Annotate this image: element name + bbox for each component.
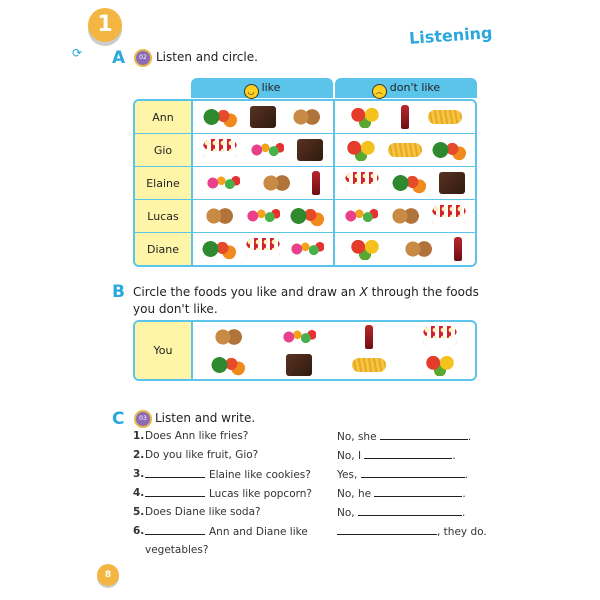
table-row <box>135 167 475 200</box>
section-a-instruction: Listen and circle. <box>156 50 258 64</box>
answer-blank[interactable] <box>361 468 465 478</box>
answer <box>337 487 466 500</box>
vegetables-icon[interactable] <box>211 354 245 376</box>
dont_like-cell <box>333 134 475 166</box>
instr-part: Circle the foods you like and draw an <box>133 285 360 299</box>
chocolate-icon[interactable] <box>250 106 276 128</box>
fruit-icon[interactable] <box>344 139 378 161</box>
you-foods <box>193 322 475 379</box>
like-header <box>191 78 333 98</box>
like-cell <box>193 101 333 133</box>
question-text: Elaine like cookies? <box>209 469 311 481</box>
candy-icon[interactable] <box>344 205 378 227</box>
answer-blank[interactable] <box>358 506 462 516</box>
audio-track-icon[interactable]: 02 <box>134 49 152 67</box>
instr-part: through the foods you don't like. <box>133 285 479 316</box>
chocolate-icon[interactable] <box>286 354 312 376</box>
question-text: Do you like fruit, Gio? <box>145 449 259 461</box>
question <box>145 506 261 518</box>
row-name: Elaine <box>135 167 193 199</box>
question <box>145 430 248 442</box>
candy-icon[interactable] <box>250 139 284 161</box>
table-body <box>133 99 477 267</box>
happy-face-icon: ◡ <box>244 84 259 99</box>
fruit-icon[interactable] <box>348 106 382 128</box>
answer-suffix: . <box>464 469 468 481</box>
answer-prefix: No, he <box>337 488 372 500</box>
answer-blank[interactable] <box>337 525 437 535</box>
dotted-arrow-icon: ⟳ <box>72 46 83 60</box>
question <box>145 525 308 538</box>
fries-icon[interactable] <box>428 110 462 124</box>
row-name: Diane <box>135 233 193 265</box>
answer-prefix: No, <box>337 507 355 519</box>
page-number: 8 <box>97 564 119 586</box>
like-cell <box>193 134 333 166</box>
answer <box>337 506 465 519</box>
row-name: Gio <box>135 134 193 166</box>
section-b-letter: B <box>112 282 125 302</box>
chocolate-icon[interactable] <box>297 139 323 161</box>
answer-suffix: . <box>452 450 456 462</box>
candy-icon[interactable] <box>290 238 324 260</box>
dont_like-cell <box>333 233 475 265</box>
vegetables-icon[interactable] <box>290 205 324 227</box>
soda-icon[interactable] <box>454 237 462 261</box>
question <box>145 468 311 481</box>
skill-label: Listening <box>408 23 493 48</box>
popcorn-icon[interactable] <box>423 326 457 348</box>
candy-icon[interactable] <box>282 326 316 348</box>
dont_like-cell <box>333 167 475 199</box>
candy-icon[interactable] <box>206 172 240 194</box>
you-label: You <box>135 322 193 379</box>
item-number: 5. <box>133 506 145 518</box>
popcorn-icon[interactable] <box>203 139 237 161</box>
question-text: Lucas like popcorn? <box>209 488 312 500</box>
answer <box>337 525 487 538</box>
question <box>145 449 258 461</box>
unit-badge: 1 <box>88 8 122 42</box>
candy-icon[interactable] <box>246 205 280 227</box>
answer <box>337 468 468 481</box>
fruit-icon[interactable] <box>348 238 382 260</box>
popcorn-icon[interactable] <box>432 205 466 227</box>
vegetables-icon[interactable] <box>202 238 236 260</box>
audio-track-icon[interactable]: 03 <box>134 410 152 428</box>
answer-blank[interactable] <box>145 468 205 478</box>
section-a-letter: A <box>112 48 126 68</box>
soda-icon[interactable] <box>365 325 373 349</box>
question-text: Does Diane like soda? <box>145 506 261 518</box>
question-text: Ann and Diane like <box>209 526 308 538</box>
row-name: Ann <box>135 101 193 133</box>
like-cell <box>193 167 333 199</box>
answer-blank[interactable] <box>145 487 205 497</box>
answer <box>337 430 471 443</box>
table-row <box>135 200 475 233</box>
cookies-icon[interactable] <box>202 205 236 227</box>
fries-icon[interactable] <box>352 358 386 372</box>
answer-prefix: Yes, <box>337 469 358 481</box>
cookies-icon[interactable] <box>401 238 435 260</box>
cookies-icon[interactable] <box>388 205 422 227</box>
question <box>145 487 312 500</box>
cookies-icon[interactable] <box>259 172 293 194</box>
dont_like-cell <box>333 101 475 133</box>
answer-suffix: , they do. <box>437 526 487 538</box>
answer-suffix: . <box>462 488 466 500</box>
cookies-icon[interactable] <box>211 326 245 348</box>
item-number: 6. <box>133 525 145 537</box>
answer-prefix: No, she <box>337 431 377 443</box>
like-cell <box>193 200 333 232</box>
item-number: 2. <box>133 449 145 461</box>
answer <box>337 449 456 462</box>
chocolate-icon[interactable] <box>439 172 465 194</box>
item-6-continuation: vegetables? <box>145 544 209 556</box>
you-table <box>133 320 477 381</box>
dont-like-header <box>335 78 477 98</box>
popcorn-icon[interactable] <box>246 238 280 260</box>
vegetables-icon[interactable] <box>432 139 466 161</box>
answer-blank[interactable] <box>364 449 452 459</box>
answer-blank[interactable] <box>380 430 468 440</box>
item-number: 1. <box>133 430 145 442</box>
like-cell <box>193 233 333 265</box>
instr-x: X <box>359 285 368 299</box>
answer-prefix: No, I <box>337 450 362 462</box>
question-text: Does Ann like fries? <box>145 430 249 442</box>
sad-face-icon: ︵ <box>372 84 387 99</box>
answer-blank[interactable] <box>374 487 462 497</box>
answer-suffix: . <box>461 507 466 519</box>
table-row <box>135 233 475 265</box>
vegetables-icon[interactable] <box>203 106 237 128</box>
fruit-icon[interactable] <box>423 354 457 376</box>
fries-icon[interactable] <box>388 143 422 157</box>
dont-like-label: don't like <box>389 81 441 94</box>
section-c-letter: C <box>112 409 125 429</box>
section-b-instruction <box>133 284 493 318</box>
answer-suffix: . <box>467 431 472 443</box>
item-number: 4. <box>133 487 145 499</box>
row-name: Lucas <box>135 200 193 232</box>
popcorn-icon[interactable] <box>345 172 379 194</box>
soda-icon[interactable] <box>401 105 409 129</box>
like-label: like <box>261 81 281 94</box>
dont_like-cell <box>333 200 475 232</box>
vegetables-icon[interactable] <box>392 172 426 194</box>
item-number: 3. <box>133 468 145 480</box>
table-row <box>135 101 475 134</box>
answer-blank[interactable] <box>145 525 205 535</box>
section-c-instruction: Listen and write. <box>155 411 256 425</box>
table-row <box>135 134 475 167</box>
soda-icon[interactable] <box>312 171 320 195</box>
cookies-icon[interactable] <box>289 106 323 128</box>
